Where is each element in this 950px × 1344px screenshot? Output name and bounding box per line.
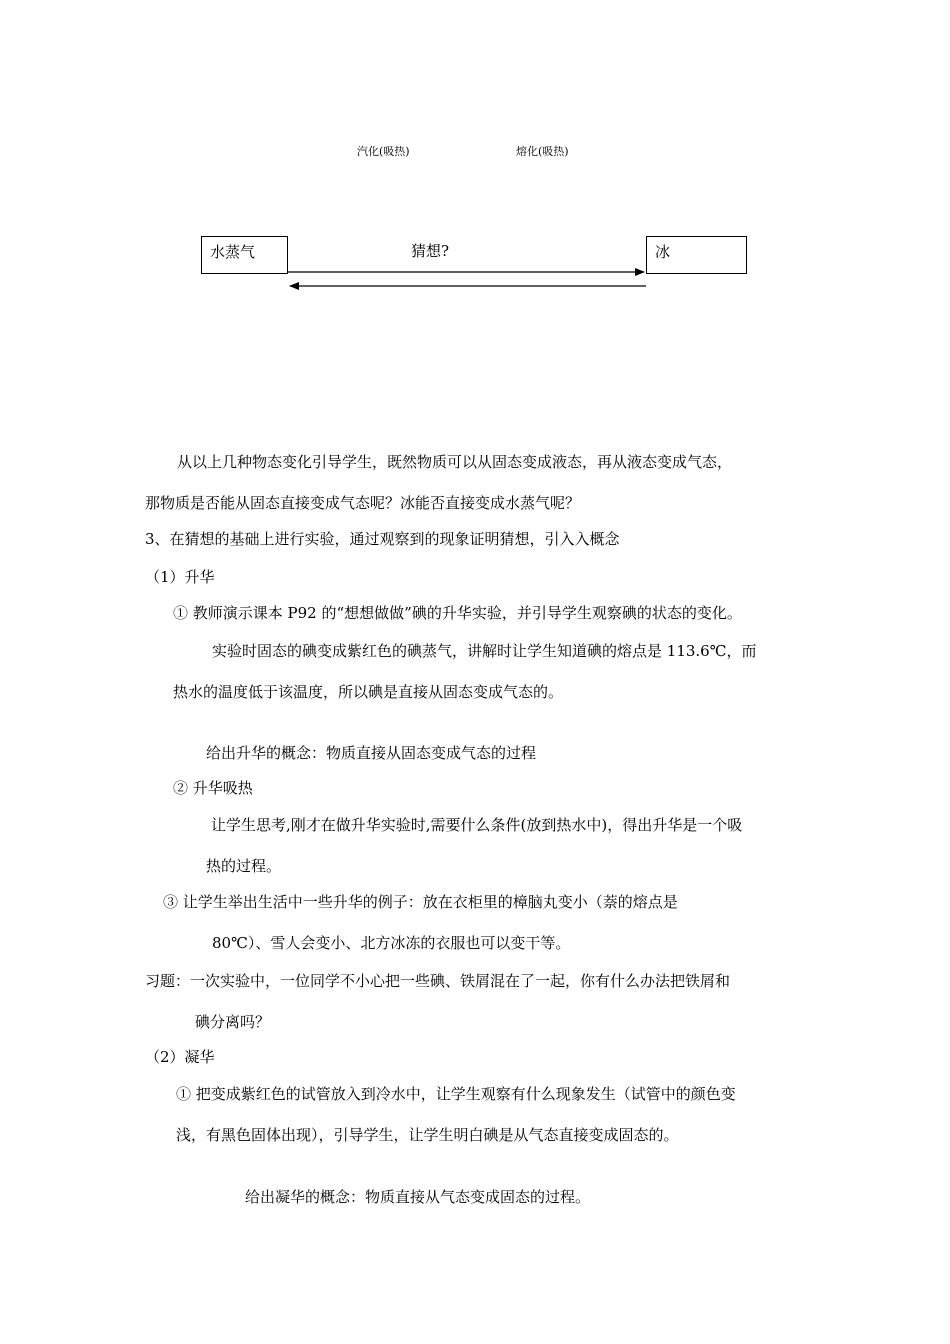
paragraph-1-line-2: 那物质是否能从固态直接变成气态呢？冰能否直接变成水蒸气呢？ [145, 494, 581, 512]
definition-deposition: 给出凝华的概念：物质直接从气态变成固态的过程。 [245, 1188, 591, 1206]
step-3: 3、在猜想的基础上进行实验，通过观察到的现象证明猜想，引入入概念 [145, 530, 620, 548]
item-1: ① 教师演示课本 P92 的“想想做做”碘的升华实验，并引导学生观察碘的状态的变化。 [173, 604, 742, 622]
label-vaporize: 汽化(吸热) [357, 145, 410, 158]
exercise-line-1: 习题：一次实验中，一位同学不小心把一些碘、铁屑混在了一起，你有什么办法把铁屑和 [145, 972, 731, 990]
section-sublimation: （1）升华 [145, 568, 215, 586]
item-3-line-2: 80℃）、雪人会变小、北方冰冻的衣服也可以变干等。 [212, 934, 571, 952]
item-1-line-2: 实验时固态的碘变成紫红色的碘蒸气，讲解时让学生知道碘的熔点是 113.6℃，而 [212, 642, 757, 660]
box-water-vapor-label: 水蒸气 [210, 243, 256, 261]
paragraph-1-line-1: 从以上几种物态变化引导学生，既然物质可以从固态变成液态，再从液态变成气态， [177, 453, 733, 471]
definition-sublimation: 给出升华的概念：物质直接从固态变成气态的过程 [206, 744, 537, 762]
box-ice-label: 冰 [655, 243, 671, 261]
label-melt: 熔化(吸热) [516, 145, 569, 158]
guess-label: 猜想? [411, 242, 450, 260]
item-4-line-1: ① 把变成紫红色的试管放入到冷水中，让学生观察有什么现象发生（试管中的颜色变 [176, 1085, 736, 1103]
item-2-line-2: 热的过程。 [206, 857, 282, 875]
item-1-line-3: 热水的温度低于该温度，所以碘是直接从固态变成气态的。 [173, 683, 564, 701]
exercise-line-2: 碘分离吗？ [195, 1013, 271, 1031]
item-4-line-2: 浅，有黑色固体出现），引导学生，让学生明白碘是从气态直接变成固态的。 [176, 1126, 679, 1144]
section-deposition: （2）凝华 [145, 1048, 215, 1066]
item-3-line-1: ③ 让学生举出生活中一些升华的例子：放在衣柜里的樟脑丸变小（萘的熔点是 [163, 893, 678, 911]
item-2: ② 升华吸热 [173, 779, 253, 797]
item-2-line-1: 让学生思考,刚才在做升华实验时,需要什么条件(放到热水中)，得出升华是一个吸 [211, 816, 743, 834]
